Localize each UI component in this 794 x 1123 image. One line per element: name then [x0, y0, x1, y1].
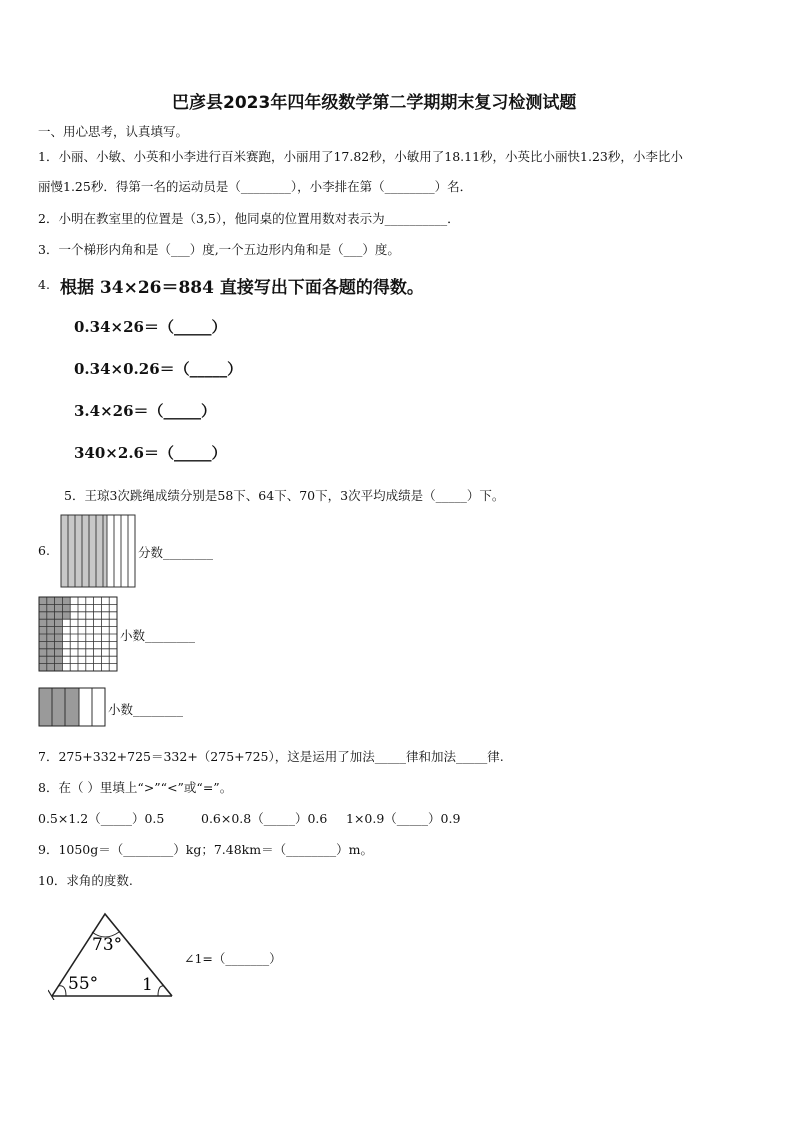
section-heading: 一、用心思考，认真填写。	[38, 124, 189, 139]
question-5: 5．王琼3次跳绳成绩分别是58下、64下、70下，3次平均成绩是（_____）下。	[64, 488, 505, 503]
angle-label-left: 55°	[68, 974, 99, 994]
question-4-item: 340×2.6＝（_____）	[74, 444, 227, 462]
question-1-line-2: 丽慢1.25秒．得第一名的运动员是（________），小李排在第（________）名．	[38, 179, 473, 194]
question-6-number: 6.	[38, 543, 50, 558]
fraction-strip-figure	[60, 514, 136, 588]
question-8: 8．在（ ）里填上“>”“<”或“=”。	[38, 780, 233, 795]
question-9: 9．1050g＝（________）kg；7.48km＝（________）m。	[38, 842, 373, 857]
question-4-number: 4.	[38, 277, 50, 292]
page-title: 巴彦县2023年四年级数学第二学期期末复习检测试题	[172, 93, 577, 113]
angle-label-right: 1	[142, 975, 153, 995]
hundred-grid-figure	[38, 596, 118, 672]
question-4-item: 0.34×26＝（_____）	[74, 318, 227, 336]
question-7: 7．275+332+725＝332+（275+725），这是运用了加法_____律和加法_____律.	[38, 749, 504, 764]
q6-label-fraction: 分数________	[138, 545, 214, 560]
question-4-item: 3.4×26＝（_____）	[74, 402, 217, 420]
question-3: 3．一个梯形内角和是（___）度,一个五边形内角和是（___）度。	[38, 242, 400, 257]
question-8-item: 1×0.9（_____）0.9	[346, 811, 461, 826]
question-1-line-1: 1．小丽、小敏、小英和小李进行百米赛跑，小丽用了17.82秒，小敏用了18.11秒，小英比小丽快1.23秒，小李比小	[38, 149, 683, 164]
decimal-strip-figure	[38, 687, 106, 727]
question-8-item: 0.5×1.2（_____）0.5	[38, 811, 165, 826]
question-8-item: 0.6×0.8（_____）0.6	[201, 811, 328, 826]
q6-label-decimal-1: 小数________	[120, 628, 196, 643]
q6-label-decimal-2: 小数________	[108, 702, 184, 717]
question-10: 10．求角的度数.	[38, 873, 133, 888]
angle-label-top: 73°	[92, 935, 123, 955]
question-4-text: 根据 34×26＝884 直接写出下面各题的得数。	[60, 278, 424, 298]
question-4-item: 0.34×0.26＝（_____）	[74, 360, 243, 378]
triangle-figure	[48, 910, 178, 1000]
question-2: 2．小明在教室里的位置是（3,5），他同桌的位置用数对表示为__________．	[38, 211, 460, 226]
question-10-answer: ∠1=（_______）	[184, 951, 282, 966]
